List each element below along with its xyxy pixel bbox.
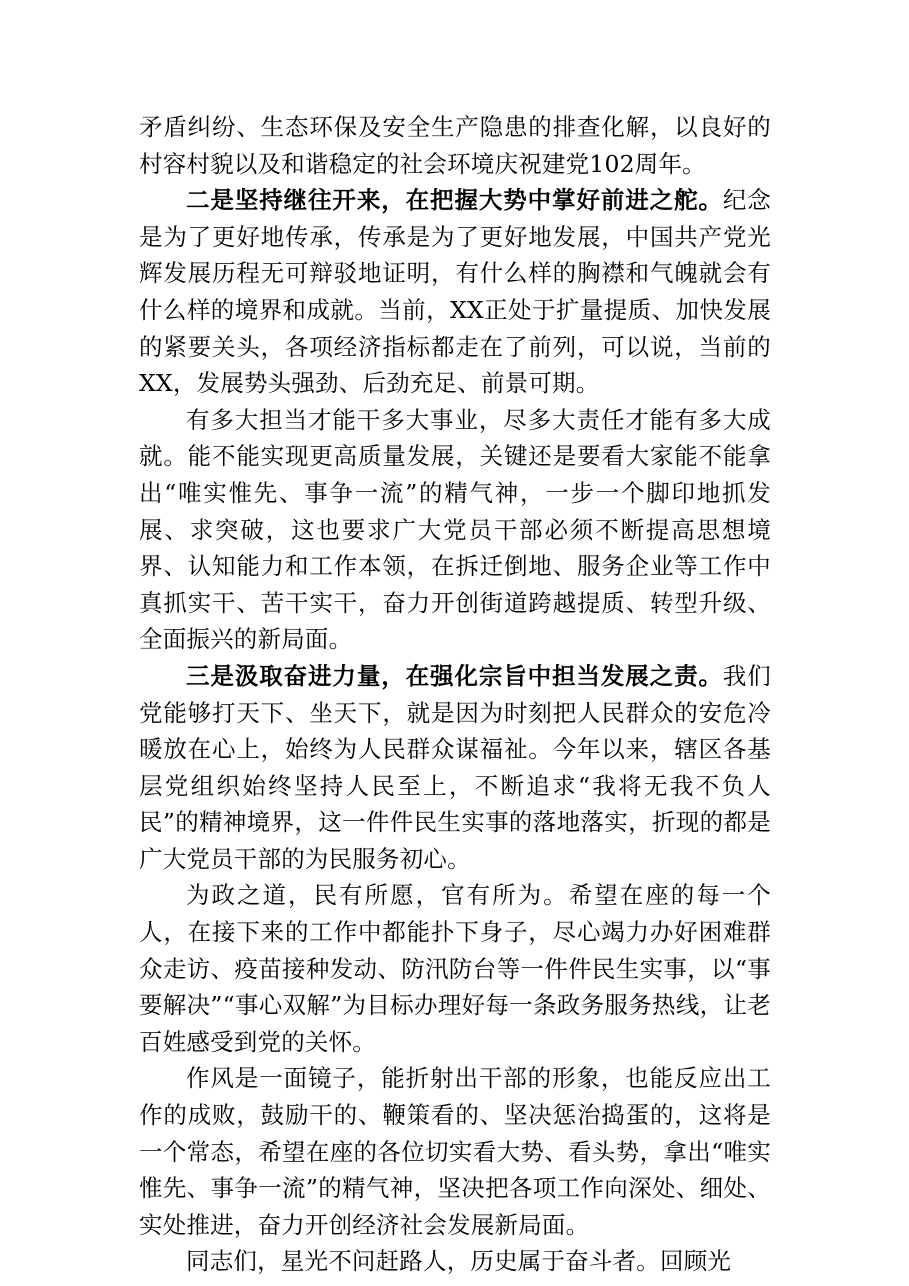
paragraph-6: [139, 1060, 771, 1243]
paragraph-4: [139, 658, 771, 878]
paragraph-7-text: 同志们，星光不问赶路人，历史属于奋斗者。回顾光: [186, 1247, 732, 1276]
paragraph-1-text: 矛盾纠纷、生态环保及安全生产隐患的排查化解，以良好的村容村貌以及和谐稳定的社会环境庆祝建党102周年。: [139, 113, 771, 178]
paragraph-5: [139, 877, 771, 1060]
document-page: [139, 109, 771, 1280]
paragraph-1: [139, 109, 771, 182]
paragraph-5-text: 为政之道，民有所愿，官有所为。希望在座的每一个人，在接下来的工作中都能扑下身子，尽心竭力办好困难群众走访、疫苗接种发动、防汛防台等一件件民生实事，以“事要解决”“事心双解”为目标办理好每一条政务服务热线，让老百姓感受到党的关怀。: [139, 881, 771, 1056]
paragraph-7: [139, 1243, 771, 1280]
paragraph-4-lead: 三是汲取奋进力量，在强化宗旨中担当发展之责。: [186, 661, 723, 690]
paragraph-4-text: 我们党能够打天下、坐天下，就是因为时刻把人民群众的安危冷暖放在心上，始终为人民群众谋福祉。今年以来，辖区各基层党组织始终坚持人民至上，不断追求“我将无我不负人民”的精神境界，这一件件民生实事的落地落实，折现的都是广大党员干部的为民服务初心。: [139, 661, 771, 873]
paragraph-2-lead: 二是坚持继往开来，在把握大势中掌好前进之舵。: [186, 186, 723, 215]
paragraph-6-text: 作风是一面镜子，能折射出干部的形象，也能反应出工作的成败，鼓励干的、鞭策看的、坚决惩治捣蛋的，这将是一个常态，希望在座的各位切实看大势、看头势，拿出“唯实惟先、事争一流”的精气神，坚决把各项工作向深处、细处、实处推进，奋力开创经济社会发展新局面。: [139, 1064, 771, 1239]
paragraph-2-text: 纪念是为了更好地传承，传承是为了更好地发展，中国共产党光辉发展历程无可辩驳地证明，有什么样的胸襟和气魄就会有什么样的境界和成就。当前，XX正处于扩量提质、加快发展的紧要关头，各项经济指标都走在了前列，可以说，当前的XX，发展势头强劲、后劲充足、前景可期。: [139, 186, 771, 398]
paragraph-2: [139, 182, 771, 402]
paragraph-3: [139, 402, 771, 658]
paragraph-3-text: 有多大担当才能干多大事业，尽多大责任才能有多大成就。能不能实现更高质量发展，关键还是要看大家能不能拿出“唯实惟先、事争一流”的精气神，一步一个脚印地抓发展、求突破，这也要求广大党员干部必须不断提高思想境界、认知能力和工作本领，在拆迁倒地、服务企业等工作中真抓实干、苦干实干，奋力开创街道跨越提质、转型升级、全面振兴的新局面。: [139, 405, 771, 654]
